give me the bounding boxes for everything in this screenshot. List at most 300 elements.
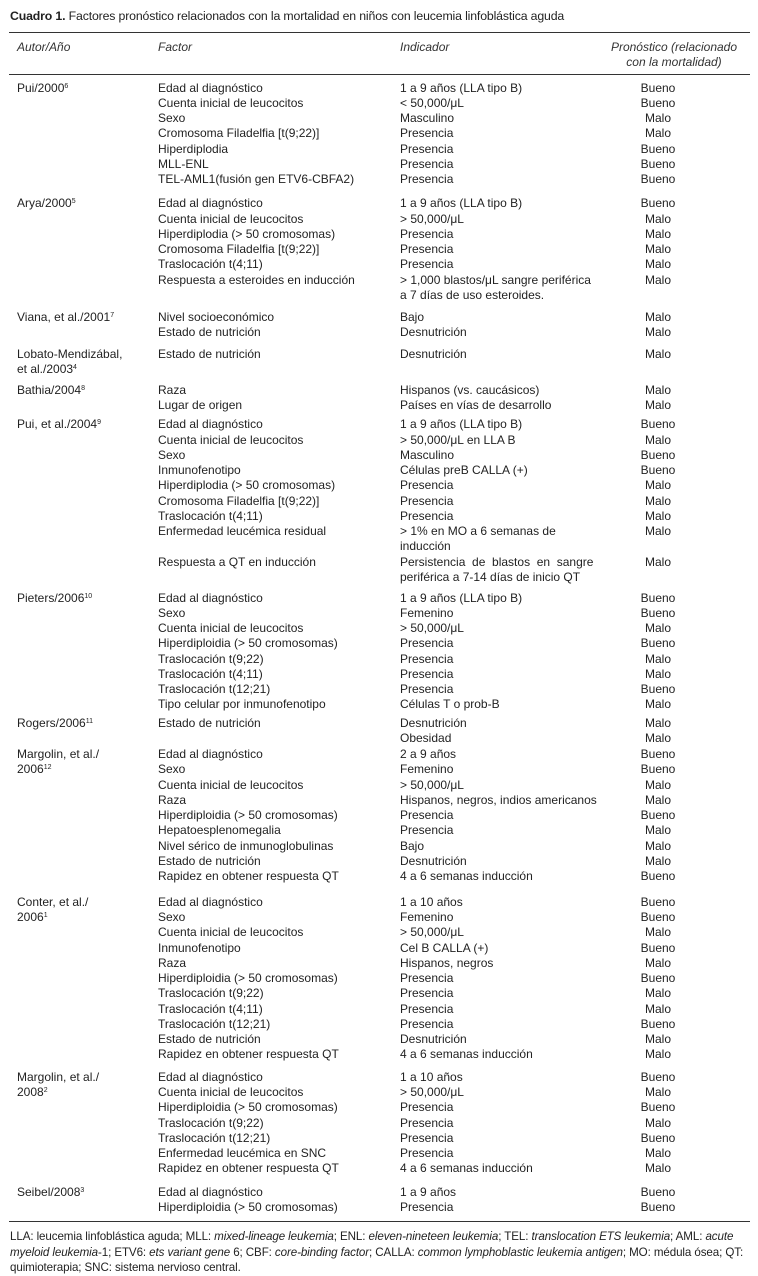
table-row [0, 196, 758, 211]
cell-prognosis: Malo [644, 1116, 671, 1130]
cell-indicator: > 1,000 blastos/μL sangre periférica [400, 273, 591, 287]
cell-factor: Cuenta inicial de leucocitos [158, 925, 304, 939]
table-row [0, 667, 758, 682]
cell-prognosis: Bueno [640, 96, 676, 110]
cell-indicator: 2 a 9 años [400, 747, 457, 761]
cell-prognosis: Bueno [640, 636, 676, 650]
table-row [0, 463, 758, 478]
table-row [0, 895, 758, 910]
footnote-term: translocation ETS leukemia [531, 1230, 671, 1243]
cell-factor: Sexo [158, 111, 186, 125]
cell-prognosis: Bueno [640, 1131, 676, 1145]
cell-prognosis: Bueno [640, 1100, 676, 1114]
caption-text: Factores pronóstico relacionados con la mortalidad en niños con leucemia linfoblástica aguda [65, 9, 565, 23]
table-row [0, 823, 758, 838]
cell-indicator: > 50,000/μL [400, 925, 464, 939]
cell-prognosis: Bueno [640, 172, 676, 186]
cell-indicator: Células T o prob-B [400, 697, 500, 711]
cell-indicator: Presencia [400, 1116, 454, 1130]
cell-factor: Hiperdiploidia (> 50 cromosomas) [158, 808, 338, 822]
table-row [0, 747, 758, 762]
table-row [0, 1070, 758, 1085]
cell-prognosis: Bueno [640, 762, 676, 776]
cell-factor: Hiperdiploidia (> 50 cromosomas) [158, 1100, 338, 1114]
cell-indicator: Países en vías de desarrollo [400, 398, 552, 412]
cell-factor: Cuenta inicial de leucocitos [158, 778, 304, 792]
cell-indicator: Presencia [400, 1017, 454, 1031]
table-row [0, 288, 758, 303]
cell-factor: Estado de nutrición [158, 1032, 261, 1046]
table-footnote [10, 1229, 750, 1276]
cell-prognosis: Malo [644, 494, 671, 508]
cell-factor: Estado de nutrición [158, 854, 261, 868]
cell-author: Pieters/2006$^{10}$ [17, 591, 93, 605]
cell-prognosis: Bueno [640, 895, 676, 909]
cell-indicator: > 50,000/μL [400, 778, 464, 792]
cell-indicator: > 50,000/μL [400, 212, 464, 226]
cell-prognosis: Malo [644, 524, 671, 538]
table-row [0, 731, 758, 746]
table-row [0, 1116, 758, 1131]
table-row [0, 1002, 758, 1017]
footnote-term: mixed-lineage leukemia [214, 1230, 334, 1243]
cell-factor: Traslocación t(4;11) [158, 509, 263, 523]
cell-indicator: Femenino [400, 762, 454, 776]
cell-indicator: Cel B CALLA (+) [400, 941, 489, 955]
cell-indicator: Persistencia de blastos en sangre [400, 555, 594, 569]
cell-prognosis: Malo [644, 778, 671, 792]
cell-factor: Hiperdiploidia (> 50 cromosomas) [158, 636, 338, 650]
table-row [0, 1200, 758, 1215]
footnote-term: eleven-nineteen leukemia [368, 1230, 499, 1243]
table-row [0, 971, 758, 986]
cell-indicator: Presencia [400, 1100, 454, 1114]
cell-prognosis: Malo [644, 398, 671, 412]
table-row [0, 591, 758, 606]
table-row [0, 778, 758, 793]
table-row [0, 1146, 758, 1161]
cell-factor: Edad al diagnóstico [158, 196, 263, 210]
table-row [0, 697, 758, 712]
cell-prognosis: Malo [644, 509, 671, 523]
table-row [0, 524, 758, 539]
cell-prognosis: Bueno [640, 196, 676, 210]
table-row [0, 126, 758, 141]
cell-factor: Hiperdiplodia (> 50 cromosomas) [158, 227, 336, 241]
cell-prognosis: Malo [644, 555, 671, 569]
table-row [0, 941, 758, 956]
footnote-text: ; MO: médula ósea; QT: quimioterapia; SNC: sistema nervioso central. [10, 1245, 744, 1274]
table-row [0, 111, 758, 126]
reference-superscript: 4 [73, 364, 77, 371]
reference-superscript: 8 [81, 385, 85, 392]
cell-prognosis: Bueno [640, 910, 676, 924]
cell-factor: Cuenta inicial de leucocitos [158, 212, 304, 226]
cell-factor: Lugar de origen [158, 398, 243, 412]
cell-indicator: Hispanos, negros [400, 956, 494, 970]
footnote-term: common lymphoblastic leukemia antigen [417, 1245, 623, 1259]
cell-prognosis: Malo [644, 956, 671, 970]
cell-indicator: a 7 días de uso esteroides. [400, 288, 545, 302]
cell-indicator: Hispanos (vs. caucásicos) [400, 383, 540, 397]
cell-indicator: Presencia [400, 1002, 454, 1016]
header-indicator: Indicador [400, 40, 450, 54]
cell-author: Lobato-Mendizábal, [17, 347, 123, 361]
reference-superscript: 6 [64, 83, 69, 90]
table-row [0, 1032, 758, 1047]
cell-indicator: 4 a 6 semanas inducción [400, 869, 533, 883]
cell-indicator: > 50,000/μL [400, 1085, 464, 1099]
cell-prognosis: Malo [644, 925, 671, 939]
cell-author: Arya/2000$^5$ [17, 196, 76, 210]
cell-indicator: Desnutrición [400, 854, 467, 868]
cell-indicator: Obesidad [400, 731, 452, 745]
cell-prognosis: Malo [644, 1146, 671, 1160]
cell-factor: Cuenta inicial de leucocitos [158, 1085, 304, 1099]
footnote-text: LLA: leucemia linfoblástica aguda; MLL: [10, 1230, 215, 1243]
cell-factor: Respuesta a esteroides en inducción [158, 273, 355, 287]
cell-factor: Edad al diagnóstico [158, 747, 263, 761]
cell-factor: Tipo celular por inmunofenotipo [158, 697, 326, 711]
header-prognosis-line2: con la mortalidad) [626, 55, 722, 69]
table-row [0, 273, 758, 288]
table-row [0, 1017, 758, 1032]
cell-prognosis: Malo [644, 325, 671, 339]
cell-factor: Traslocación t(12;21) [158, 682, 271, 696]
cell-indicator: Presencia [400, 1131, 454, 1145]
header-rule [9, 74, 750, 75]
table-row [0, 1131, 758, 1146]
cell-factor: Traslocación t(4;11) [158, 667, 263, 681]
table-row [0, 242, 758, 257]
cell-indicator: 4 a 6 semanas inducción [400, 1047, 533, 1061]
table-row [0, 570, 758, 585]
cell-prognosis: Malo [644, 273, 671, 287]
cell-prognosis: Malo [644, 383, 671, 397]
cell-factor: Rapidez en obtener respuesta QT [158, 869, 339, 883]
cell-factor: Estado de nutrición [158, 716, 261, 730]
cell-indicator: > 1% en MO a 6 semanas de [400, 524, 556, 538]
cell-indicator: Presencia [400, 808, 454, 822]
cell-factor: Inmunofenotipo [158, 463, 241, 477]
cell-prognosis: Malo [644, 227, 671, 241]
cell-prognosis: Malo [644, 823, 671, 837]
cell-author: Seibel/2008$^3$ [17, 1185, 85, 1199]
header-factor: Factor [158, 40, 193, 54]
table-row [0, 362, 758, 377]
table-row [0, 398, 758, 413]
table-row [0, 347, 758, 362]
caption-label: Cuadro 1. [10, 9, 66, 23]
cell-indicator: < 50,000/μL [400, 96, 464, 110]
table-row [0, 1185, 758, 1200]
cell-indicator: > 50,000/μL [400, 621, 464, 635]
reference-superscript: 3 [80, 1187, 85, 1194]
table-row [0, 839, 758, 854]
cell-prognosis: Bueno [640, 81, 676, 95]
cell-factor: Inmunofenotipo [158, 941, 241, 955]
cell-prognosis: Bueno [640, 971, 676, 985]
table-row [0, 1085, 758, 1100]
cell-factor: Traslocación t(12;21) [158, 1131, 271, 1145]
cell-prognosis: Malo [644, 310, 671, 324]
table-row [0, 417, 758, 432]
table-row [0, 652, 758, 667]
cell-indicator: Masculino [400, 111, 455, 125]
footnote-text: ; ENL: [333, 1230, 369, 1243]
table-row [0, 172, 758, 187]
cell-factor: Estado de nutrición [158, 347, 261, 361]
footnote-term: ets variant gene [149, 1245, 231, 1259]
cell-factor: Traslocación t(4;11) [158, 1002, 263, 1016]
cell-factor: Raza [158, 383, 187, 397]
table-row [0, 157, 758, 172]
cell-prognosis: Malo [644, 347, 671, 361]
cell-indicator: Presencia [400, 636, 454, 650]
table-row [0, 257, 758, 272]
table-row [0, 986, 758, 1001]
cell-indicator: Presencia [400, 1146, 454, 1160]
table-row [0, 925, 758, 940]
cell-author: Bathia/2004$^8$ [17, 383, 85, 397]
cell-indicator: Presencia [400, 971, 454, 985]
cell-prognosis: Malo [644, 793, 671, 807]
cell-factor: TEL-AML1(fusión gen ETV6-CBFA2) [158, 172, 355, 186]
table-caption [10, 9, 564, 23]
cell-indicator: 1 a 9 años (LLA tipo B) [400, 417, 523, 431]
cell-indicator: Células preB CALLA (+) [400, 463, 528, 477]
cell-factor: Sexo [158, 910, 186, 924]
table-row [0, 793, 758, 808]
cell-factor: Nivel sérico de inmunoglobulinas [158, 839, 334, 853]
cell-prognosis: Malo [644, 1161, 671, 1175]
cell-factor: Cuenta inicial de leucocitos [158, 621, 304, 635]
cell-factor: MLL-ENL [158, 157, 209, 171]
cell-indicator: Presencia [400, 242, 454, 256]
cell-factor: Raza [158, 793, 187, 807]
cell-prognosis: Bueno [640, 1070, 676, 1084]
cell-factor: Edad al diagnóstico [158, 1070, 263, 1084]
table-row [0, 494, 758, 509]
cell-indicator: inducción [400, 539, 451, 553]
cell-factor: Cuenta inicial de leucocitos [158, 96, 304, 110]
table-row [0, 1161, 758, 1176]
cell-prognosis: Malo [644, 1032, 671, 1046]
cell-factor: Edad al diagnóstico [158, 417, 263, 431]
cell-prognosis: Bueno [640, 448, 676, 462]
cell-indicator: Femenino [400, 910, 454, 924]
cell-author: 2008$^2$ [17, 1085, 48, 1099]
cell-prognosis: Bueno [640, 606, 676, 620]
table-row [0, 383, 758, 398]
cell-factor: Enfermedad leucémica residual [158, 524, 327, 538]
cell-prognosis: Malo [644, 212, 671, 226]
cell-indicator: Presencia [400, 172, 454, 186]
cell-indicator: Desnutrición [400, 325, 467, 339]
cell-prognosis: Malo [644, 986, 671, 1000]
reference-superscript: 11 [85, 718, 93, 725]
cell-factor: Edad al diagnóstico [158, 81, 263, 95]
cell-prognosis: Malo [644, 257, 671, 271]
cell-factor: Sexo [158, 762, 186, 776]
footnote-text: ; TEL: [498, 1230, 532, 1243]
table-row [0, 1047, 758, 1062]
cell-indicator: Desnutrición [400, 1032, 467, 1046]
table-row [0, 142, 758, 157]
footnote-text: ; CALLA: [369, 1245, 418, 1259]
reference-superscript: 9 [97, 419, 101, 426]
cell-author: Viana, et al./2001$^7$ [17, 310, 115, 324]
reference-superscript: 10 [84, 593, 93, 600]
cell-indicator: Presencia [400, 494, 454, 508]
table-row [0, 716, 758, 731]
cell-factor: Traslocación t(4;11) [158, 257, 263, 271]
cell-indicator: 1 a 10 años [400, 1070, 463, 1084]
cell-indicator: Desnutrición [400, 347, 467, 361]
reference-superscript: 5 [71, 198, 76, 205]
cell-factor: Edad al diagnóstico [158, 591, 263, 605]
cell-author: Rogers/2006$^{11}$ [17, 716, 93, 730]
footnote-text: ; AML: [670, 1230, 706, 1243]
cell-prognosis: Bueno [640, 941, 676, 955]
cell-indicator: Presencia [400, 257, 454, 271]
reference-superscript: 1 [43, 912, 48, 919]
cell-prognosis: Malo [644, 478, 671, 492]
footnote-text: 6; CBF: [230, 1245, 275, 1259]
cell-indicator: Presencia [400, 652, 454, 666]
reference-superscript: 2 [43, 1087, 48, 1094]
cell-factor: Raza [158, 956, 187, 970]
cell-prognosis: Bueno [640, 1017, 676, 1031]
table-row [0, 910, 758, 925]
table-row [0, 1100, 758, 1115]
cell-indicator: 1 a 9 años [400, 1185, 457, 1199]
table-row [0, 956, 758, 971]
cell-author: 2006$^1$ [17, 910, 48, 924]
footnote-term: core-binding factor [274, 1245, 370, 1259]
cell-factor: Hiperdiplodia [158, 142, 229, 156]
cell-indicator: Presencia [400, 157, 454, 171]
cell-factor: Respuesta a QT en inducción [158, 555, 316, 569]
reference-superscript: 12 [43, 764, 52, 771]
cell-author: Pui/2000$^6$ [17, 81, 69, 95]
cell-prognosis: Bueno [640, 682, 676, 696]
cell-prognosis: Malo [644, 1047, 671, 1061]
cell-prognosis: Bueno [640, 1200, 676, 1214]
cell-author: Conter, et al./ [17, 895, 89, 909]
cell-indicator: Presencia [400, 478, 454, 492]
cell-prognosis: Bueno [640, 1185, 676, 1199]
cell-indicator: Bajo [400, 839, 425, 853]
cell-indicator: Femenino [400, 606, 454, 620]
cell-prognosis: Bueno [640, 591, 676, 605]
cell-factor: Traslocación t(12;21) [158, 1017, 271, 1031]
table-row [0, 606, 758, 621]
cell-indicator: Presencia [400, 682, 454, 696]
cell-indicator: 1 a 9 años (LLA tipo B) [400, 196, 523, 210]
table-row [0, 808, 758, 823]
cell-factor: Estado de nutrición [158, 325, 261, 339]
cell-prognosis: Bueno [640, 747, 676, 761]
cell-factor: Hiperdiploidia (> 50 cromosomas) [158, 971, 338, 985]
top-rule [9, 32, 750, 33]
cell-indicator: Masculino [400, 448, 455, 462]
cell-indicator: Presencia [400, 509, 454, 523]
cell-indicator: Presencia [400, 227, 454, 241]
table-row [0, 854, 758, 869]
table-row [0, 509, 758, 524]
cell-author: Margolin, et al./ [17, 1070, 100, 1084]
bottom-rule [9, 1221, 750, 1222]
cell-prognosis: Malo [644, 652, 671, 666]
table-row [0, 478, 758, 493]
reference-superscript: 7 [110, 312, 115, 319]
cell-factor: Sexo [158, 606, 186, 620]
cell-indicator: Presencia [400, 1200, 454, 1214]
table-row [0, 555, 758, 570]
cell-indicator: Bajo [400, 310, 425, 324]
cell-indicator: Presencia [400, 667, 454, 681]
footnote-term: acute myeloid leukemia [10, 1230, 734, 1259]
table-row [0, 433, 758, 448]
table-row [0, 869, 758, 884]
cell-factor: Edad al diagnóstico [158, 1185, 263, 1199]
cell-author: Pui, et al./2004$^9$ [17, 417, 101, 431]
footnote-text: -1; ETV6: [97, 1245, 150, 1259]
cell-prognosis: Malo [644, 621, 671, 635]
cell-prognosis: Malo [644, 731, 671, 745]
cell-prognosis: Malo [644, 242, 671, 256]
cell-factor: Hiperdiplodia (> 50 cromosomas) [158, 478, 336, 492]
cell-factor: Enfermedad leucémica en SNC [158, 1146, 327, 1160]
table-row [0, 325, 758, 340]
cell-prognosis: Bueno [640, 157, 676, 171]
table-row [0, 762, 758, 777]
cell-author: 2006$^{12}$ [17, 762, 52, 776]
cell-factor: Cromosoma Filadelfia [t(9;22)] [158, 126, 320, 140]
cell-factor: Cromosoma Filadelfia [t(9;22)] [158, 242, 320, 256]
cell-factor: Cromosoma Filadelfia [t(9;22)] [158, 494, 320, 508]
cell-indicator: Presencia [400, 142, 454, 156]
table-row [0, 636, 758, 651]
cell-prognosis: Malo [644, 716, 671, 730]
cell-indicator: 1 a 9 años (LLA tipo B) [400, 81, 523, 95]
cell-prognosis: Malo [644, 854, 671, 868]
cell-indicator: Presencia [400, 126, 454, 140]
cell-factor: Cuenta inicial de leucocitos [158, 433, 304, 447]
cell-indicator: Presencia [400, 986, 454, 1000]
cell-prognosis: Bueno [640, 142, 676, 156]
cell-prognosis: Malo [644, 1002, 671, 1016]
cell-indicator: 1 a 9 años (LLA tipo B) [400, 591, 523, 605]
table-row [0, 539, 758, 554]
table-row [0, 227, 758, 242]
cell-factor: Traslocación t(9;22) [158, 986, 264, 1000]
cell-prognosis: Malo [644, 697, 671, 711]
cell-factor: Rapidez en obtener respuesta QT [158, 1161, 339, 1175]
cell-prognosis: Malo [644, 839, 671, 853]
cell-factor: Hepatoesplenomegalia [158, 823, 281, 837]
table-row [0, 81, 758, 96]
cell-indicator: 4 a 6 semanas inducción [400, 1161, 533, 1175]
cell-indicator: periférica a 7-14 días de inicio QT [400, 570, 581, 584]
cell-prognosis: Malo [644, 667, 671, 681]
cell-indicator: Hispanos, negros, indios americanos [400, 793, 597, 807]
cell-prognosis: Malo [644, 126, 671, 140]
cell-prognosis: Malo [644, 433, 671, 447]
cell-factor: Edad al diagnóstico [158, 895, 263, 909]
cell-indicator: Desnutrición [400, 716, 467, 730]
